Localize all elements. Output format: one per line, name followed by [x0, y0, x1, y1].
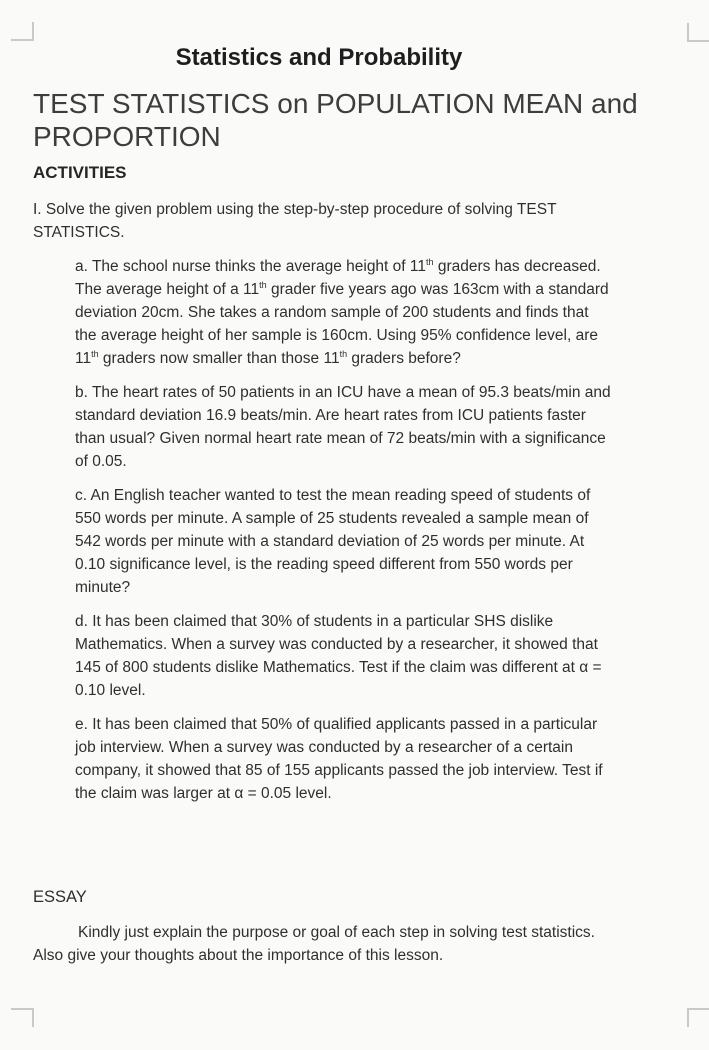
course-title: Statistics and Probability: [175, 44, 463, 71]
problem-item-d: d. It has been claimed that 30% of students in a particular SHS dislike Mathematics. When a survey was conducted by a researcher, it showed that 145 of 800 students dislike Mathematics. Test if the claim was different at α = 0.10 level.: [75, 613, 602, 699]
essay-instruction: Kindly just explain the purpose or goal of each step in solving test statistics. Also give your thoughts about the importance of this lesson.: [33, 924, 595, 964]
margin-corner-mark-bottom-right: [687, 1008, 709, 1027]
activities-heading: ACTIVITIES: [33, 163, 127, 182]
margin-corner-mark-top-left: [11, 22, 34, 41]
problem-list: [33, 255, 693, 805]
page-content: [33, 0, 693, 967]
lesson-title: TEST STATISTICS on POPULATION MEAN and PROPORTION: [33, 88, 638, 152]
problem-item-e: e. It has been claimed that 50% of qualified applicants passed in a particular job interview. When a survey was conducted by a researcher of a certain company, it showed that 85 of 155 applicants passed the job interview. Test if the claim was larger at α = 0.05 level.: [75, 716, 603, 802]
problem-item-c: c. An English teacher wanted to test the mean reading speed of students of 550 words per minute. A sample of 25 students revealed a sample mean of 542 words per minute with a standard deviation of 25 words per minute. At 0.10 significance level, is the reading speed different from 550 words per minute?: [75, 487, 591, 596]
essay-heading: ESSAY: [33, 888, 87, 906]
margin-corner-mark-bottom-left: [11, 1008, 34, 1027]
problem-item-b: b. The heart rates of 50 patients in an ICU have a mean of 95.3 beats/min and standard deviation 16.9 beats/min. Are heart rates from ICU patients faster than usual? Given normal heart rate mean of 72 beats/min with a significance of 0.05.: [75, 384, 611, 470]
problem-item-a: a. The school nurse thinks the average height of 11th graders has decreased. The average height of a 11th grader five years ago was 163cm with a standard deviation 20cm. She takes a random sample of 200 students and finds that the average height of her sample is 160cm. Using 95% confidence level, are 11th graders now smaller than those 11th graders before?: [75, 256, 609, 367]
activities-instruction: I. Solve the given problem using the step-by-step procedure of solving TEST STATISTICS.: [33, 201, 557, 241]
